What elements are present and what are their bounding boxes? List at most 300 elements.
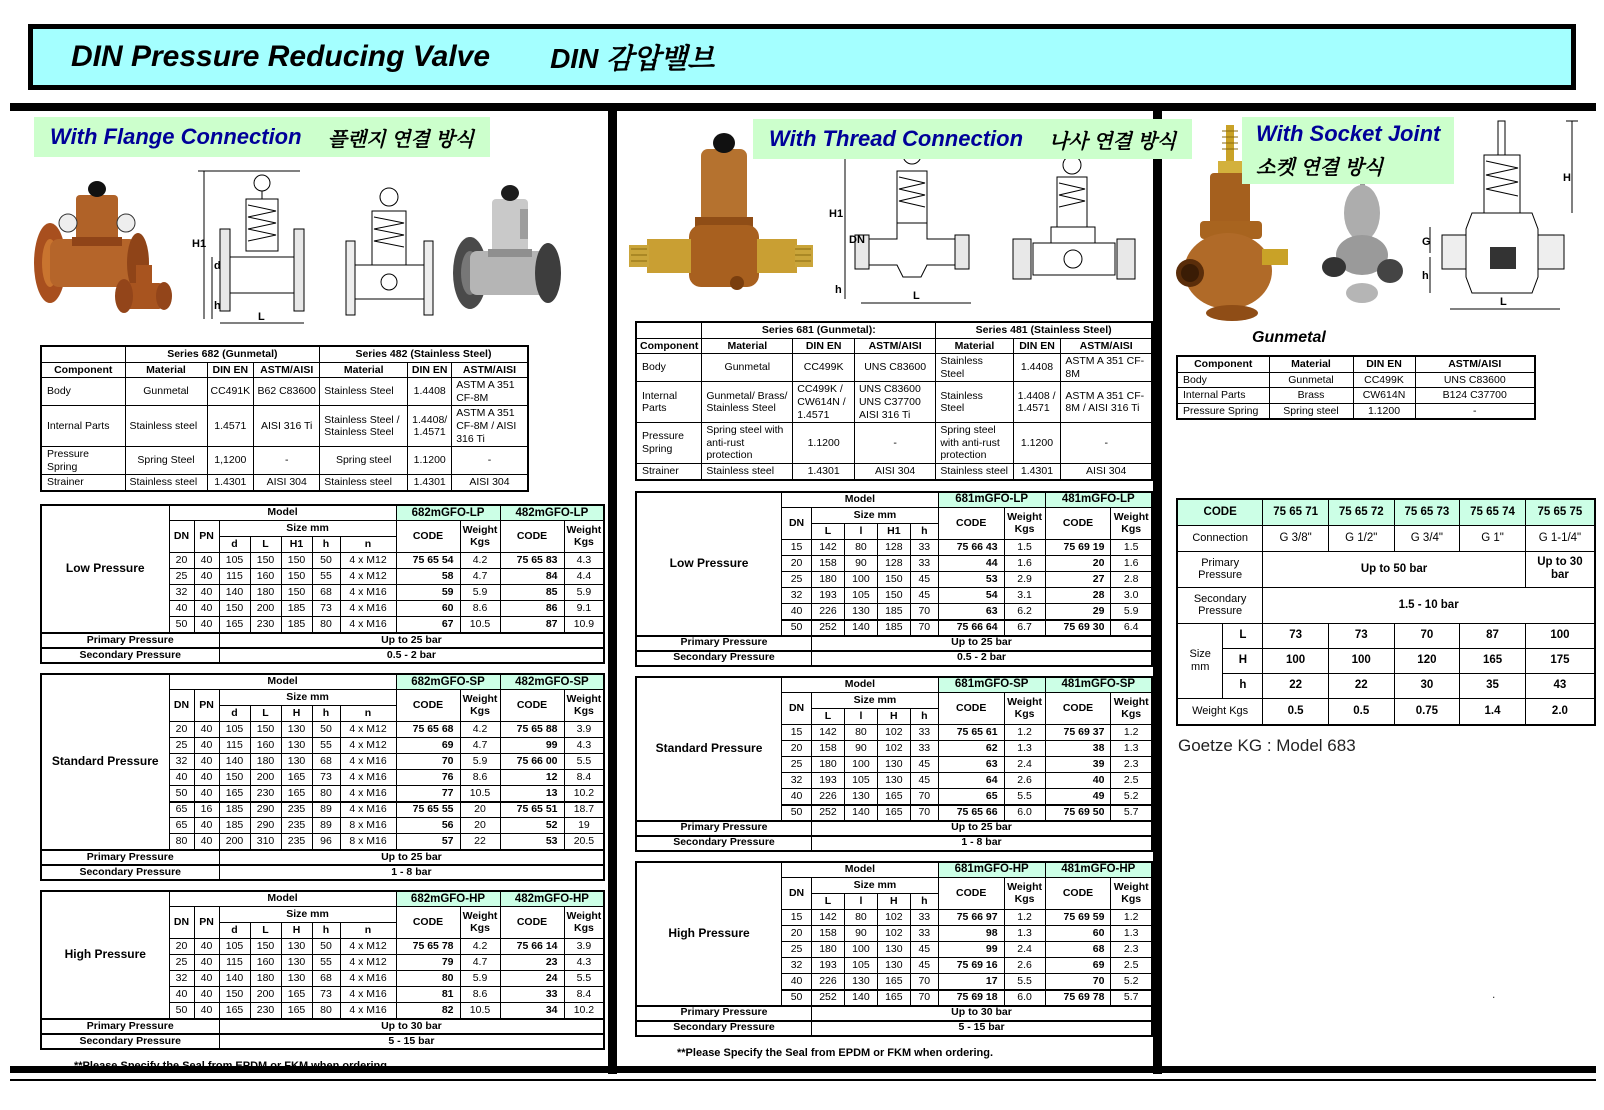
table-cell: 1.6 bbox=[1004, 556, 1045, 572]
column-header: DN bbox=[782, 878, 812, 910]
table-cell: 75 69 19 bbox=[1045, 540, 1111, 556]
flange-standard-pressure-table bbox=[40, 673, 605, 881]
table-cell: 1.3 bbox=[1111, 926, 1152, 942]
table-cell: 34 bbox=[500, 1003, 564, 1019]
table-cell: 33 bbox=[910, 556, 938, 572]
flange-valve-images bbox=[26, 161, 608, 331]
table-cell: 75 66 00 bbox=[500, 754, 564, 770]
table-cell: Brass bbox=[1269, 388, 1353, 404]
column-header: CODE bbox=[500, 907, 564, 939]
table-cell: 20 bbox=[169, 553, 194, 569]
table-cell: 1.1200 bbox=[408, 447, 452, 475]
table-cell: 142 bbox=[812, 540, 845, 556]
table-cell: 99 bbox=[938, 942, 1004, 958]
table-cell: 130 bbox=[281, 971, 312, 987]
table-cell: 6.0 bbox=[1004, 990, 1045, 1006]
page-title-english: DIN Pressure Reducing Valve bbox=[71, 40, 491, 73]
table-cell: 105 bbox=[219, 939, 250, 955]
table-cell: 82 bbox=[396, 1003, 460, 1019]
table-cell: 3.0 bbox=[1111, 588, 1152, 604]
table-cell: 160 bbox=[250, 955, 281, 971]
column-header: 682mGFO-HP bbox=[396, 891, 500, 907]
table-cell: 102 bbox=[877, 725, 910, 741]
stray-mark: . bbox=[1492, 987, 1496, 1001]
column-header: Model bbox=[782, 492, 939, 508]
table-cell: 1 - 8 bar bbox=[812, 836, 1153, 851]
column-header: Weight Kgs bbox=[1111, 693, 1152, 725]
table-cell: - bbox=[1061, 423, 1152, 464]
column-header: Material bbox=[702, 338, 793, 354]
table-cell: 165 bbox=[877, 789, 910, 805]
table-cell: 32 bbox=[169, 971, 194, 987]
table-cell: Gunmetal bbox=[1269, 372, 1353, 388]
table-cell: 17 bbox=[938, 974, 1004, 990]
table-cell: 40 bbox=[194, 754, 219, 770]
table-cell: 18.7 bbox=[564, 802, 604, 818]
table-cell: 120 bbox=[1394, 648, 1460, 673]
table-cell: Spring steel bbox=[1269, 403, 1353, 419]
column-header: Weight Kgs bbox=[460, 907, 500, 939]
table-cell: 59 bbox=[396, 585, 460, 601]
table-cell: 130 bbox=[281, 738, 312, 754]
table-cell: 15 bbox=[782, 910, 812, 926]
table-cell: 226 bbox=[812, 974, 845, 990]
table-cell: Stainless steel bbox=[125, 406, 207, 447]
table-cell: 15 bbox=[782, 725, 812, 741]
table-cell: 40 bbox=[194, 939, 219, 955]
column-header: DN bbox=[169, 521, 194, 553]
secondary-pressure-row bbox=[636, 1021, 1152, 1036]
table-cell: 2.6 bbox=[1004, 958, 1045, 974]
table-cell: 40 bbox=[194, 834, 219, 850]
table-cell: G 1/2" bbox=[1328, 525, 1394, 551]
table-cell: 25 bbox=[169, 569, 194, 585]
table-cell: UNS C83600 bbox=[854, 354, 935, 382]
column-header: d bbox=[219, 706, 250, 722]
table-cell: Stainless Steel bbox=[936, 382, 1013, 423]
table-cell: 185 bbox=[281, 601, 312, 617]
table-cell: 1.6 bbox=[1111, 556, 1152, 572]
table-cell: Primary Pressure bbox=[41, 1019, 219, 1034]
table-cell: 140 bbox=[219, 754, 250, 770]
column-header: DN bbox=[782, 693, 812, 725]
table-cell: 185 bbox=[219, 802, 250, 818]
table-cell: 3.9 bbox=[564, 939, 604, 955]
table-cell: 130 bbox=[844, 604, 877, 620]
table-cell: 33 bbox=[910, 741, 938, 757]
socket-header-english: With Socket Joint bbox=[1256, 121, 1441, 146]
table-cell: 105 bbox=[219, 553, 250, 569]
table-cell: 20 bbox=[460, 802, 500, 818]
table-cell: 40 bbox=[194, 617, 219, 633]
table-cell: 130 bbox=[281, 955, 312, 971]
material-row bbox=[41, 406, 528, 447]
table-cell: 4 x M16 bbox=[340, 786, 396, 802]
table-cell: 53 bbox=[500, 834, 564, 850]
table-cell: 5.7 bbox=[1111, 805, 1152, 821]
table-cell: 150 bbox=[250, 939, 281, 955]
table-cell: 58 bbox=[396, 569, 460, 585]
table-cell: 75 66 43 bbox=[938, 540, 1004, 556]
table-cell: 2.5 bbox=[1111, 773, 1152, 789]
table-cell: 128 bbox=[877, 540, 910, 556]
pressure-class-label: Standard Pressure bbox=[41, 674, 169, 850]
table-cell: 68 bbox=[1045, 942, 1111, 958]
table-cell: 65 bbox=[938, 789, 1004, 805]
dim-label-h: h bbox=[835, 284, 842, 296]
column-header: 75 65 71 bbox=[1263, 499, 1329, 525]
table-cell: 96 bbox=[312, 834, 340, 850]
table-cell: 62 bbox=[938, 741, 1004, 757]
table-cell: 200 bbox=[250, 987, 281, 1003]
table-cell: AISI 304 bbox=[452, 475, 528, 491]
table-cell: 40 bbox=[782, 789, 812, 805]
material-row bbox=[1177, 403, 1535, 419]
table-cell: 1.4408/ 1.4571 bbox=[408, 406, 452, 447]
table-cell: 1.4301 bbox=[1013, 463, 1061, 479]
table-cell: 60 bbox=[396, 601, 460, 617]
table-cell: 140 bbox=[219, 971, 250, 987]
table-cell: Primary Pressure bbox=[636, 821, 812, 836]
primary-pressure-row bbox=[41, 633, 604, 648]
table-cell: 235 bbox=[281, 834, 312, 850]
table-cell: 252 bbox=[812, 990, 845, 1006]
table-cell: 13 bbox=[500, 786, 564, 802]
table-cell: Stainless Steel bbox=[320, 378, 408, 406]
table-cell: 87 bbox=[1460, 623, 1526, 648]
table-cell: CC499K bbox=[793, 354, 855, 382]
table-cell: 49 bbox=[1045, 789, 1111, 805]
table-cell: 73 bbox=[312, 601, 340, 617]
table-cell: L bbox=[1223, 623, 1263, 648]
table-cell: Body bbox=[636, 354, 702, 382]
table-cell: 68 bbox=[312, 971, 340, 987]
column-header: Weight Kgs bbox=[564, 521, 604, 553]
column-header: h bbox=[312, 537, 340, 553]
column-header: CODE bbox=[500, 690, 564, 722]
seal-note-thread: **Please Specify the Seal from EPDM or FKM when ordering. bbox=[677, 1046, 994, 1059]
table-cell: 1,1200 bbox=[207, 447, 254, 475]
table-cell: 40 bbox=[194, 738, 219, 754]
table-cell: 290 bbox=[250, 802, 281, 818]
table-cell: 39 bbox=[1045, 757, 1111, 773]
table-cell: 67 bbox=[396, 617, 460, 633]
table-cell: 100 bbox=[1328, 648, 1394, 673]
table-cell: 290 bbox=[250, 818, 281, 834]
table-cell: 226 bbox=[812, 789, 845, 805]
table-cell: 0.5 bbox=[1263, 698, 1329, 725]
secondary-pressure-row bbox=[41, 1034, 604, 1049]
table-cell: 6.0 bbox=[1004, 805, 1045, 821]
table-cell: 150 bbox=[250, 722, 281, 738]
table-cell: 50 bbox=[782, 805, 812, 821]
table-cell: 100 bbox=[844, 942, 877, 958]
column-header: CODE bbox=[500, 521, 564, 553]
table-cell: Spring steel bbox=[320, 447, 408, 475]
table-cell: 89 bbox=[312, 802, 340, 818]
table-cell: 52 bbox=[500, 818, 564, 834]
table-cell: 40 bbox=[194, 770, 219, 786]
table-cell: Internal Parts bbox=[636, 382, 702, 423]
thread-header-korean: 나사 연결 방식 bbox=[1049, 130, 1177, 153]
table-cell: ASTM A 351 CF-8M / AISI 316 Ti bbox=[1061, 382, 1152, 423]
table-cell: 140 bbox=[844, 805, 877, 821]
column-header: Weight Kgs bbox=[1004, 693, 1045, 725]
column-header: H bbox=[877, 709, 910, 725]
flange-valve-outline-diagram bbox=[338, 181, 442, 331]
table-cell: 5.5 bbox=[1004, 789, 1045, 805]
thread-header-english: With Thread Connection bbox=[769, 126, 1024, 151]
table-cell: 150 bbox=[281, 553, 312, 569]
column-header: Model bbox=[169, 674, 396, 690]
table-cell: 75 65 55 bbox=[396, 802, 460, 818]
column-header: DN bbox=[782, 508, 812, 540]
table-cell: 73 bbox=[1328, 623, 1394, 648]
dim-label-d: d bbox=[214, 260, 221, 272]
socket-materials-table bbox=[1176, 355, 1536, 420]
table-cell: 33 bbox=[910, 910, 938, 926]
table-cell: 22 bbox=[1328, 673, 1394, 698]
table-cell: 32 bbox=[782, 958, 812, 974]
table-cell: 4 x M16 bbox=[340, 585, 396, 601]
table-cell: 1.4301 bbox=[207, 475, 254, 491]
column-header: Series 482 (Stainless Steel) bbox=[320, 346, 528, 362]
column-header: ASTM/AISI bbox=[854, 338, 935, 354]
corner-cell bbox=[41, 346, 125, 362]
table-cell: - bbox=[1415, 403, 1535, 419]
page-title-bar bbox=[28, 24, 1576, 90]
table-cell: 226 bbox=[812, 604, 845, 620]
table-cell: 1.1200 bbox=[1013, 423, 1061, 464]
manufacturer-model-note: Goetze KG : Model 683 bbox=[1178, 736, 1356, 756]
table-cell: 76 bbox=[396, 770, 460, 786]
table-cell: 56 bbox=[396, 818, 460, 834]
table-cell: 75 69 37 bbox=[1045, 725, 1111, 741]
table-cell: 33 bbox=[910, 540, 938, 556]
table-cell: 30 bbox=[1394, 673, 1460, 698]
table-cell: 45 bbox=[910, 773, 938, 789]
material-row bbox=[636, 382, 1152, 423]
table-cell: 32 bbox=[169, 754, 194, 770]
table-cell: 40 bbox=[194, 585, 219, 601]
table-cell: 15 bbox=[782, 540, 812, 556]
column-header: n bbox=[340, 706, 396, 722]
table-cell: 80 bbox=[312, 786, 340, 802]
column-header: 681mGFO-HP bbox=[938, 862, 1045, 878]
column-header: Weight Kgs bbox=[564, 907, 604, 939]
table-cell: 25 bbox=[169, 738, 194, 754]
flange-valve-steel-photo bbox=[448, 173, 576, 331]
column-header: L bbox=[812, 709, 845, 725]
socket-header-korean: 소켓 연결 방식 bbox=[1256, 157, 1384, 179]
table-cell: 12 bbox=[500, 770, 564, 786]
table-cell: 75 65 83 bbox=[500, 553, 564, 569]
column-header: PN bbox=[194, 521, 219, 553]
table-cell: 180 bbox=[812, 757, 845, 773]
column-header: Model bbox=[782, 862, 939, 878]
column-header: 482mGFO-HP bbox=[500, 891, 604, 907]
table-cell: 25 bbox=[782, 572, 812, 588]
table-cell: 40 bbox=[194, 971, 219, 987]
table-cell: 165 bbox=[877, 990, 910, 1006]
table-cell: 4.7 bbox=[460, 738, 500, 754]
table-cell: 158 bbox=[812, 741, 845, 757]
table-cell: 1.5 bbox=[1111, 540, 1152, 556]
table-cell: Stainless steel bbox=[320, 475, 408, 491]
table-cell: 65 bbox=[169, 818, 194, 834]
table-cell: 4.7 bbox=[460, 569, 500, 585]
dim-label-h: h bbox=[214, 300, 221, 312]
table-cell: Pressure Spring bbox=[1177, 403, 1269, 419]
table-cell: Primary Pressure bbox=[41, 633, 219, 648]
table-cell: 2.9 bbox=[1004, 572, 1045, 588]
table-cell: 180 bbox=[250, 971, 281, 987]
table-cell: Spring Steel bbox=[125, 447, 207, 475]
table-cell: 105 bbox=[219, 722, 250, 738]
column-header: ASTM/AISI bbox=[452, 362, 528, 378]
table-cell: 75 65 54 bbox=[396, 553, 460, 569]
table-cell: 35 bbox=[1460, 673, 1526, 698]
table-cell: 185 bbox=[877, 604, 910, 620]
table-cell: Up to 25 bar bbox=[812, 821, 1153, 836]
table-cell: 8.6 bbox=[460, 770, 500, 786]
table-cell: 45 bbox=[910, 942, 938, 958]
table-cell: 5.9 bbox=[460, 585, 500, 601]
table-cell: 99 bbox=[500, 738, 564, 754]
column-header: Material bbox=[320, 362, 408, 378]
table-cell: 4 x M16 bbox=[340, 987, 396, 1003]
table-cell: 20 bbox=[169, 939, 194, 955]
table-cell: 69 bbox=[1045, 958, 1111, 974]
table-cell: 0.5 - 2 bar bbox=[812, 651, 1153, 666]
table-cell: 77 bbox=[396, 786, 460, 802]
column-header: L bbox=[812, 894, 845, 910]
flange-connection-section bbox=[14, 111, 608, 1072]
table-cell: 75 65 51 bbox=[500, 802, 564, 818]
pressure-class-label: Low Pressure bbox=[636, 492, 782, 636]
table-cell: 53 bbox=[938, 572, 1004, 588]
table-cell: 200 bbox=[250, 601, 281, 617]
table-cell: 165 bbox=[219, 617, 250, 633]
table-cell: 115 bbox=[219, 569, 250, 585]
table-cell: 8 x M16 bbox=[340, 818, 396, 834]
section-divider-2 bbox=[1153, 103, 1162, 1074]
table-cell: 4.2 bbox=[460, 722, 500, 738]
table-cell: 75 69 18 bbox=[938, 990, 1004, 1006]
material-row bbox=[636, 423, 1152, 464]
column-header: DIN EN bbox=[1353, 356, 1415, 372]
column-header: 681mGFO-LP bbox=[938, 492, 1045, 508]
table-cell: 80 bbox=[169, 834, 194, 850]
table-cell: - bbox=[854, 423, 935, 464]
table-cell: 50 bbox=[312, 553, 340, 569]
table-cell: 80 bbox=[844, 725, 877, 741]
primary-pressure-row bbox=[41, 1019, 604, 1034]
table-cell: 1.5 - 10 bar bbox=[1263, 587, 1595, 623]
column-header: Weight Kgs bbox=[460, 690, 500, 722]
table-cell: Secondary Pressure bbox=[1177, 587, 1263, 623]
table-cell: 4 x M16 bbox=[340, 617, 396, 633]
column-header: 681mGFO-SP bbox=[938, 677, 1045, 693]
table-cell: 4 x M16 bbox=[340, 754, 396, 770]
table-cell: 70 bbox=[1045, 974, 1111, 990]
table-cell: 4 x M16 bbox=[340, 770, 396, 786]
table-cell: 100 bbox=[1525, 623, 1595, 648]
column-header: Size mm bbox=[219, 690, 396, 706]
column-header: 482mGFO-SP bbox=[500, 674, 604, 690]
table-cell: - bbox=[452, 447, 528, 475]
table-cell: G 3/4" bbox=[1394, 525, 1460, 551]
column-header: h bbox=[312, 706, 340, 722]
table-cell: ASTM A 351 CF-8M bbox=[452, 378, 528, 406]
flange-header-english: With Flange Connection bbox=[50, 124, 302, 149]
table-cell: 40 bbox=[194, 955, 219, 971]
socket-joint-section bbox=[1162, 111, 1596, 1066]
table-cell: 87 bbox=[500, 617, 564, 633]
dim-label-DN: DN bbox=[849, 234, 865, 246]
table-cell: 102 bbox=[877, 741, 910, 757]
table-cell: 1.4301 bbox=[408, 475, 452, 491]
table-cell: 20 bbox=[169, 722, 194, 738]
table-cell: 230 bbox=[250, 1003, 281, 1019]
flange-low-pressure-table bbox=[40, 504, 605, 664]
flange-header-korean: 플랜지 연결 방식 bbox=[327, 128, 474, 151]
table-cell: 90 bbox=[844, 556, 877, 572]
column-header: DN bbox=[169, 690, 194, 722]
table-cell: 10.2 bbox=[564, 786, 604, 802]
table-cell: 130 bbox=[281, 722, 312, 738]
column-header: l bbox=[844, 709, 877, 725]
table-cell: 80 bbox=[844, 910, 877, 926]
table-cell: 115 bbox=[219, 738, 250, 754]
table-cell: 40 bbox=[194, 786, 219, 802]
table-cell: 130 bbox=[844, 974, 877, 990]
column-header: Size mm bbox=[812, 693, 939, 709]
table-cell: 40 bbox=[194, 1003, 219, 1019]
table-cell: 1.2 bbox=[1111, 910, 1152, 926]
table-cell: 45 bbox=[910, 757, 938, 773]
column-header: 75 65 73 bbox=[1394, 499, 1460, 525]
table-cell: 40 bbox=[169, 601, 194, 617]
page-title-korean: DIN 감압밸브 bbox=[550, 43, 715, 74]
table-cell: 29 bbox=[1045, 604, 1111, 620]
column-header: Weight Kgs bbox=[1004, 878, 1045, 910]
column-header: Weight Kgs bbox=[1111, 878, 1152, 910]
column-header: 682mGFO-LP bbox=[396, 505, 500, 521]
column-header: CODE bbox=[938, 878, 1004, 910]
table-cell: 20.5 bbox=[564, 834, 604, 850]
table-cell: CC491K bbox=[207, 378, 254, 406]
table-cell: 1.4571 bbox=[207, 406, 254, 447]
table-cell: Secondary Pressure bbox=[636, 651, 812, 666]
column-header: Model bbox=[782, 677, 939, 693]
table-cell: 200 bbox=[250, 770, 281, 786]
pressure-class-label: High Pressure bbox=[41, 891, 169, 1019]
table-cell: 10.5 bbox=[460, 1003, 500, 1019]
table-cell: 175 bbox=[1525, 648, 1595, 673]
table-cell: 140 bbox=[844, 620, 877, 636]
table-cell: 8.4 bbox=[564, 770, 604, 786]
dim-label-h: h bbox=[1422, 270, 1429, 282]
column-header: Weight Kgs bbox=[564, 690, 604, 722]
table-cell: 22 bbox=[460, 834, 500, 850]
table-cell: 68 bbox=[312, 585, 340, 601]
table-cell: Stainless steel bbox=[936, 463, 1013, 479]
table-cell: 5 - 15 bar bbox=[812, 1021, 1153, 1036]
table-cell: 81 bbox=[396, 987, 460, 1003]
table-cell: 130 bbox=[877, 773, 910, 789]
table-cell: 252 bbox=[812, 805, 845, 821]
